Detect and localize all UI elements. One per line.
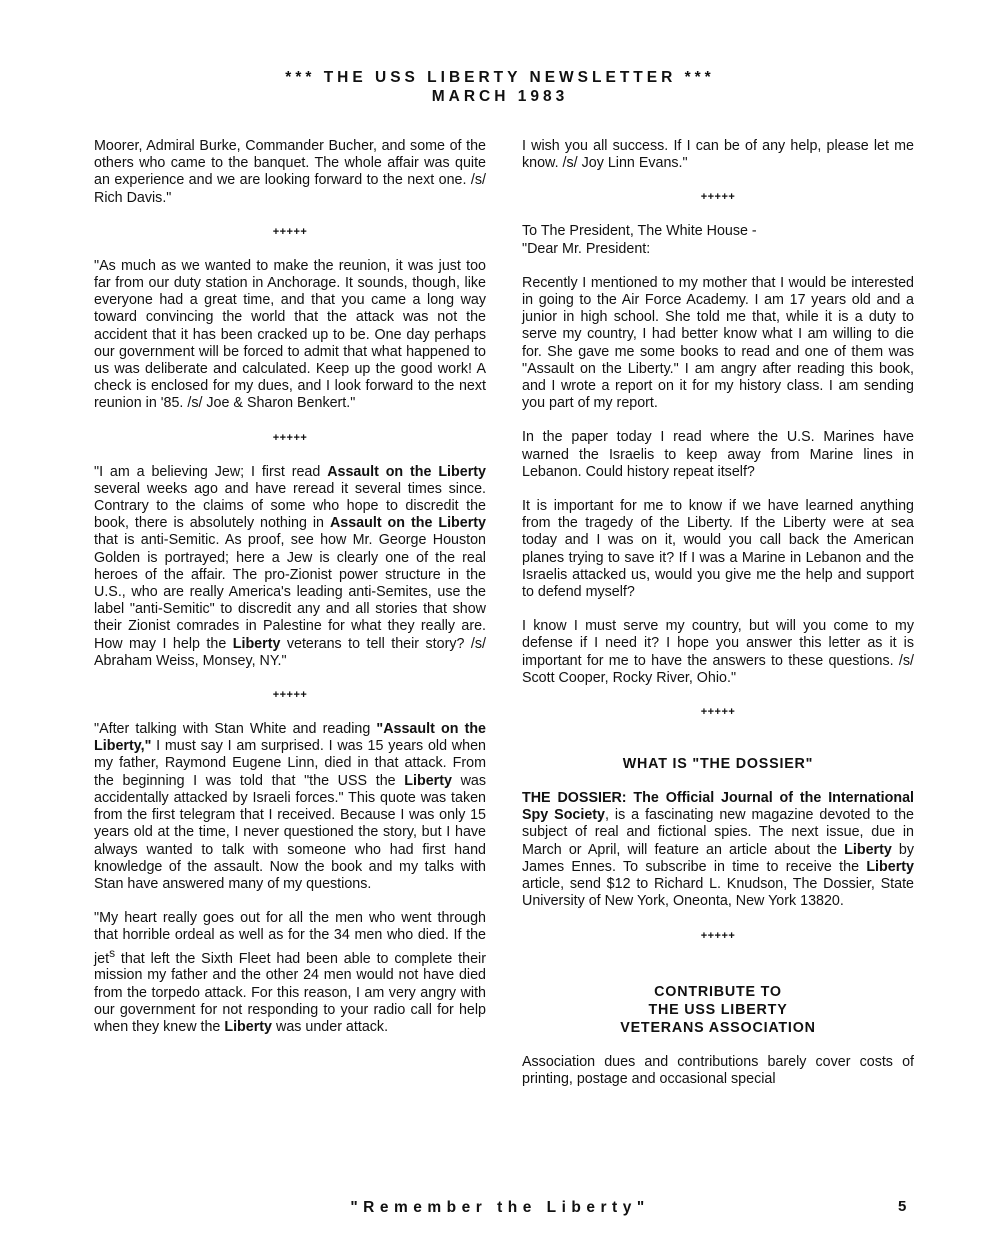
separator: +++++ xyxy=(700,191,736,204)
text-run: several weeks ago and have reread it several times since. Contrary to the claims of some who hope to discredit the book, there is absolutely nothing in xyxy=(94,480,486,532)
separator: +++++ xyxy=(700,929,736,942)
ship-name: Liberty xyxy=(844,841,892,858)
greeting: "Dear Mr. President: xyxy=(522,240,651,257)
letter-benkert: "As much as we wanted to make the reunion, it was just too far from our duty station in Anchorage. It sounds, though, like everyone had a great time, and that you came a long way toward convincing the world that the attack was not the accident that it has been cracked up to be. One day perhaps our government will be forced to admit that what happened to us was deliberate and calculated. Keep up the good work! A check is enclosed for my dues, and I look forward to the next reunion in '85. /s/ Joe & Sharon Benkert." xyxy=(94,257,486,412)
text-run: veterans to tell their story? /s/ Abraham Weiss, Monsey, NY." xyxy=(94,635,486,669)
letter-davis-ending: Moorer, Admiral Burke, Commander Bucher, and some of the others who came to the banquet. The whole affair was quite an experience and we are looking forward to the next one. /s/ Rich Davis." xyxy=(94,138,486,206)
text-run: that is anti-Semitic. As proof, see how Mr. George Houston Golden is portrayed; here a Jew is clearly one of the real heroes of the affair. The pro-Zionist power structure in the U.S., who are really America's leading anti-Semites, use the label "anti-Semitic" to discredit any and all stories that show their Zionist comrades in Palestine for what they really are. How may I help the xyxy=(94,532,486,652)
handwritten-correction: s xyxy=(109,945,116,960)
text-run: "After talking with Stan White and reading xyxy=(94,721,377,738)
separator: +++++ xyxy=(272,225,308,238)
text-run: was accidentally attacked by Israeli forces." This quote was taken from the first telegram that I received. Because I was only 15 years old at the time, I never questioned the story, but I have always wanted to talk with someone who had first hand knowledge of the assault. Now the book and my talks with Stan have answered many of my questions. xyxy=(94,772,486,892)
heading-line: WHAT IS "THE DOSSIER" xyxy=(622,756,814,773)
page-number: 5 xyxy=(898,1198,907,1215)
heading-line: THE USS LIBERTY xyxy=(648,1001,788,1018)
letter-cooper-salutation xyxy=(522,223,914,257)
ship-name: Liberty xyxy=(224,1019,273,1036)
letter-cooper-p2: In the paper today I read where the U.S. Marines have warned the Israelis to keep away from Marine lines in Lebanon. Could history repeat itself? xyxy=(522,429,914,480)
footer-motto: "Remember the Liberty" xyxy=(350,1199,650,1216)
heading-line: CONTRIBUTE TO xyxy=(654,983,782,1000)
journal-title: THE DOSSIER: The Official Journal of the International Spy Society xyxy=(522,790,914,824)
separator: +++++ xyxy=(700,706,736,719)
ship-name: Liberty xyxy=(404,772,452,789)
book-title: "Assault on the Liberty," xyxy=(94,721,487,755)
letter-evans-ending: I wish you all success. If I can be of any help, please let me know. /s/ Joy Linn Evans." xyxy=(522,138,914,172)
text-run: I must say I am surprised. I was 15 years old when my father, Raymond Eugene Linn, died in that attack. From the beginning I was told that "the USS the xyxy=(94,738,486,789)
book-title: Assault on the Liberty xyxy=(329,515,486,532)
letter-cooper-p4: I know I must serve my country, but will you come to my defense if I need it? I hope you answer this letter as it is important for me to have the answers to these questions. /s/ Scott Cooper, Rocky River, Ohio." xyxy=(522,618,914,686)
separator: +++++ xyxy=(272,689,308,702)
separator: +++++ xyxy=(272,431,308,444)
text-run: article, send $12 to Richard L. Knudson, The Dossier, State University of New York, Oneonta, New York 13820. xyxy=(522,876,914,910)
letter-weiss xyxy=(94,464,486,670)
masthead-title: *** THE USS LIBERTY NEWSLETTER *** xyxy=(285,69,715,86)
heading-line: VETERANS ASSOCIATION xyxy=(620,1019,816,1036)
dossier-heading xyxy=(522,755,914,773)
text-run: was under attack. xyxy=(272,1019,389,1036)
text-run: that left the Sixth Fleet had been able to complete their mission my father and the other 24 men would not have died from the torpedo attack. For this reason, I am very angry with our government for not responding to your radio call for help when they knew the xyxy=(94,950,486,1036)
letter-cooper-p1: Recently I mentioned to my mother that I would be interested in going to the Air Force Academy. I am 17 years old and a junior in high school. She told me that, while it is a duty to serve my country, I had better know what I am willing to die for. She gave me some books to read and one of them was "Assault on the Liberty." I am angry after reading this book, and I wrote a report on it for my history class. I am sending you part of my report. xyxy=(522,274,914,412)
newsletter-masthead xyxy=(0,68,1000,106)
text-run: "I am a believing Jew; I first read xyxy=(94,463,328,480)
contribute-text: Association dues and contributions barely cover costs of printing, postage and occasional special xyxy=(522,1053,914,1087)
letter-cooper-p3: It is important for me to know if we have learned anything from the tragedy of the Liberty. If the Liberty were at sea today and I was on it, would you call back the American planes trying to save it? If I was a Marine in Lebanon and the Israelis attacked us, would you give me the help and support to defend myself? xyxy=(522,498,914,601)
book-title: Assault on the Liberty xyxy=(327,463,486,480)
ship-name: Liberty xyxy=(232,635,281,652)
contribute-heading xyxy=(522,983,914,1037)
addressee: To The President, The White House - xyxy=(522,223,757,240)
text-run: , is a fascinating new magazine devoted to the subject of real and fictional spies. The next issue, due in March or April, will feature an article about the xyxy=(522,807,914,858)
left-column xyxy=(94,138,486,1053)
text-run: by James Ennes. To subscribe in time to receive the xyxy=(522,841,914,875)
right-column xyxy=(522,138,914,1105)
letter-evans-part2 xyxy=(94,910,486,1036)
letter-evans-part1 xyxy=(94,721,486,893)
dossier-description xyxy=(522,790,914,910)
masthead-date: MARCH 1983 xyxy=(431,88,569,105)
text-run: "My heart really goes out for all the men who went through that horrible ordeal as well as for the 34 men who died. If the jet xyxy=(94,910,486,967)
ship-name: Liberty xyxy=(866,858,914,875)
